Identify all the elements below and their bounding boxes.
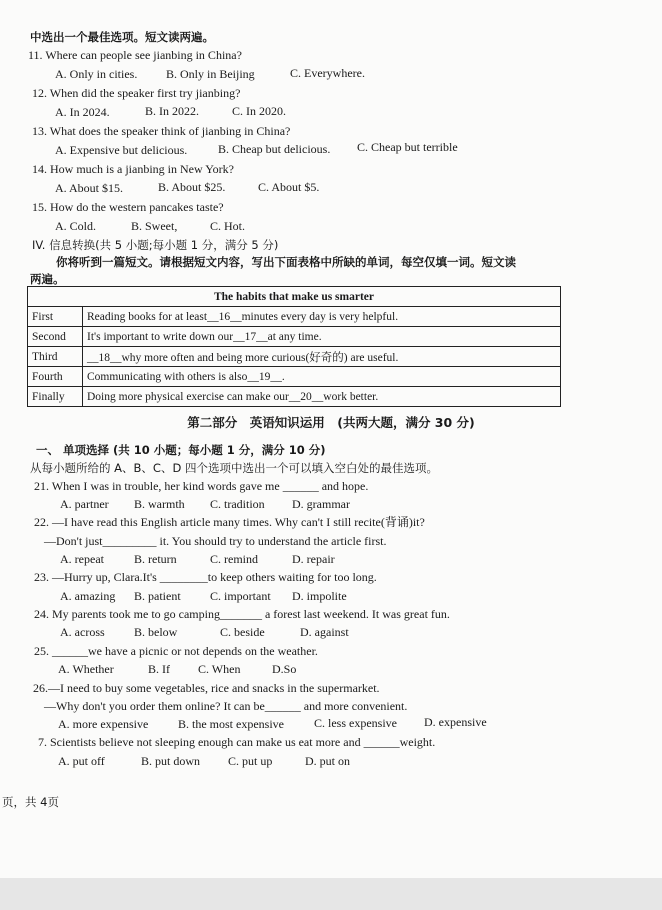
question-22-option-b: B. return [134, 552, 177, 566]
question-25-option-b: B. If [148, 662, 170, 676]
question-27-option-a: A. put off [58, 754, 105, 768]
question-15-option-c: C. Hot. [210, 219, 246, 233]
question-14-option-c: C. About $5. [258, 180, 320, 194]
question-15-stem: 15. How do the western pancakes taste? [32, 200, 224, 214]
question-15-option-b: B. Sweet, [131, 219, 178, 233]
question-11-stem: 11. Where can people see jianbing in China? [28, 48, 242, 62]
question-21-option-c: C. tradition [210, 497, 265, 511]
question-23-stem: 23. —Hurry up, Clara.It's ________to keep others waiting for too long. [34, 570, 377, 584]
table-row [28, 347, 561, 367]
part2-title: 第二部分 英语知识运用 (共两大题，满分 30 分) [187, 415, 475, 430]
question-24-option-b: B. below [134, 625, 178, 639]
question-26-stem: 26.—I need to buy some vegetables, rice and snacks in the supermarket. [33, 681, 380, 695]
question-14-option-b: B. About $25. [158, 180, 226, 194]
question-24-option-d: D. against [300, 625, 349, 639]
question-21-stem: 21. When I was in trouble, her kind words gave me ______ and hope. [34, 479, 369, 493]
question-24-stem: 24. My parents took me to go camping_______ a forest last weekend. It was great fun. [34, 607, 450, 621]
page-footer: 页，共 4页 [2, 795, 59, 809]
question-25-option-d: D.So [272, 662, 297, 676]
question-22-option-d: D. repair [292, 552, 335, 566]
question-13-stem: 13. What does the speaker think of jianbing in China? [32, 124, 291, 138]
row-text: Doing more physical exercise can make our__20__work better. [83, 387, 561, 407]
section-iv-title: IV. 信息转换(共 5 小题;每小题 1 分，满分 5 分) [32, 238, 279, 252]
row-text: Communicating with others is also__19__. [83, 367, 561, 387]
question-25-stem: 25. ______we have a picnic or not depends on the weather. [34, 644, 318, 658]
row-label: Second [28, 327, 83, 347]
question-23-option-a: A. amazing [60, 589, 116, 603]
table-row [28, 307, 561, 327]
question-13-option-b: B. Cheap but delicious. [218, 142, 331, 156]
question-22-stem-2: —Don't just_________ it. You should try to understand the article first. [44, 534, 387, 548]
question-22-stem: 22. —I have read this English article many times. Why can't I still recite(背诵)it? [34, 515, 425, 529]
row-text: Reading books for at least__16__minutes every day is very helpful. [83, 307, 561, 327]
habits-table [27, 286, 561, 407]
question-24-option-a: A. across [60, 625, 105, 639]
question-27-option-c: C. put up [228, 754, 273, 768]
question-11-option-b: B. Only in Beijing [166, 67, 255, 81]
question-27-option-d: D. put on [305, 754, 350, 768]
question-26-option-d: D. expensive [424, 715, 487, 729]
question-12-option-c: C. In 2020. [232, 104, 286, 118]
row-text: It's important to write down our__17__at any time. [83, 327, 561, 347]
question-11-option-c: C. Everywhere. [290, 66, 365, 80]
question-21-option-b: B. warmth [134, 497, 185, 511]
table-row [28, 327, 561, 347]
question-26-stem-2: —Why don't you order them online? It can be______ and more convenient. [44, 699, 408, 713]
question-23-option-d: D. impolite [292, 589, 347, 603]
bottom-scroll-bar[interactable] [0, 878, 662, 910]
question-27-option-b: B. put down [141, 754, 201, 768]
intro-line: 中选出一个最佳选项。短文读两遍。 [30, 30, 214, 44]
section-iv-instruction-2: 两遍。 [30, 272, 65, 286]
question-11-option-a: A. Only in cities. [55, 67, 138, 81]
question-25-option-c: C. When [198, 662, 241, 676]
question-12-option-a: A. In 2024. [55, 105, 110, 119]
row-text: __18__why more often and being more curious(好奇的) are useful. [83, 347, 561, 367]
table-row [28, 387, 561, 407]
question-13-option-c: C. Cheap but terrible [357, 140, 458, 154]
question-26-option-b: B. the most expensive [178, 717, 284, 731]
table-row [28, 367, 561, 387]
section-iv-instruction-1: 你将听到一篇短文。请根据短文内容，写出下面表格中所缺的单词，每空仅填一词。短文读 [56, 255, 516, 269]
row-label: Fourth [28, 367, 83, 387]
question-23-option-b: B. patient [134, 589, 181, 603]
part2-subtitle: 一、 单项选择 (共 10 小题；每小题 1 分，满分 10 分) [36, 443, 326, 457]
question-27-stem: 7. Scientists believe not sleeping enough can make us eat more and ______weight. [38, 735, 436, 749]
table-header-row [28, 287, 561, 307]
question-15-option-a: A. Cold. [55, 219, 97, 233]
question-26-option-c: C. less expensive [314, 716, 397, 730]
question-13-option-a: A. Expensive but delicious. [55, 143, 188, 157]
row-label: Finally [28, 387, 83, 407]
question-22-option-a: A. repeat [60, 552, 104, 566]
row-label: First [28, 307, 83, 327]
row-label: Third [28, 347, 83, 367]
table-header: The habits that make us smarter [28, 287, 561, 307]
question-26-option-a: A. more expensive [58, 717, 149, 731]
question-22-option-c: C. remind [210, 552, 258, 566]
question-14-option-a: A. About $15. [55, 181, 124, 195]
question-12-option-b: B. In 2022. [145, 104, 199, 118]
question-25-option-a: A. Whether [58, 662, 114, 676]
question-23-option-c: C. important [210, 589, 271, 603]
part2-instruction: 从每小题所给的 A、B、C、D 四个选项中选出一个可以填入空白处的最佳选项。 [30, 461, 438, 475]
question-24-option-c: C. beside [220, 625, 265, 639]
question-14-stem: 14. How much is a jianbing in New York? [32, 162, 234, 176]
question-12-stem: 12. When did the speaker first try jianbing? [32, 86, 241, 100]
question-21-option-a: A. partner [60, 497, 109, 511]
question-21-option-d: D. grammar [292, 497, 350, 511]
